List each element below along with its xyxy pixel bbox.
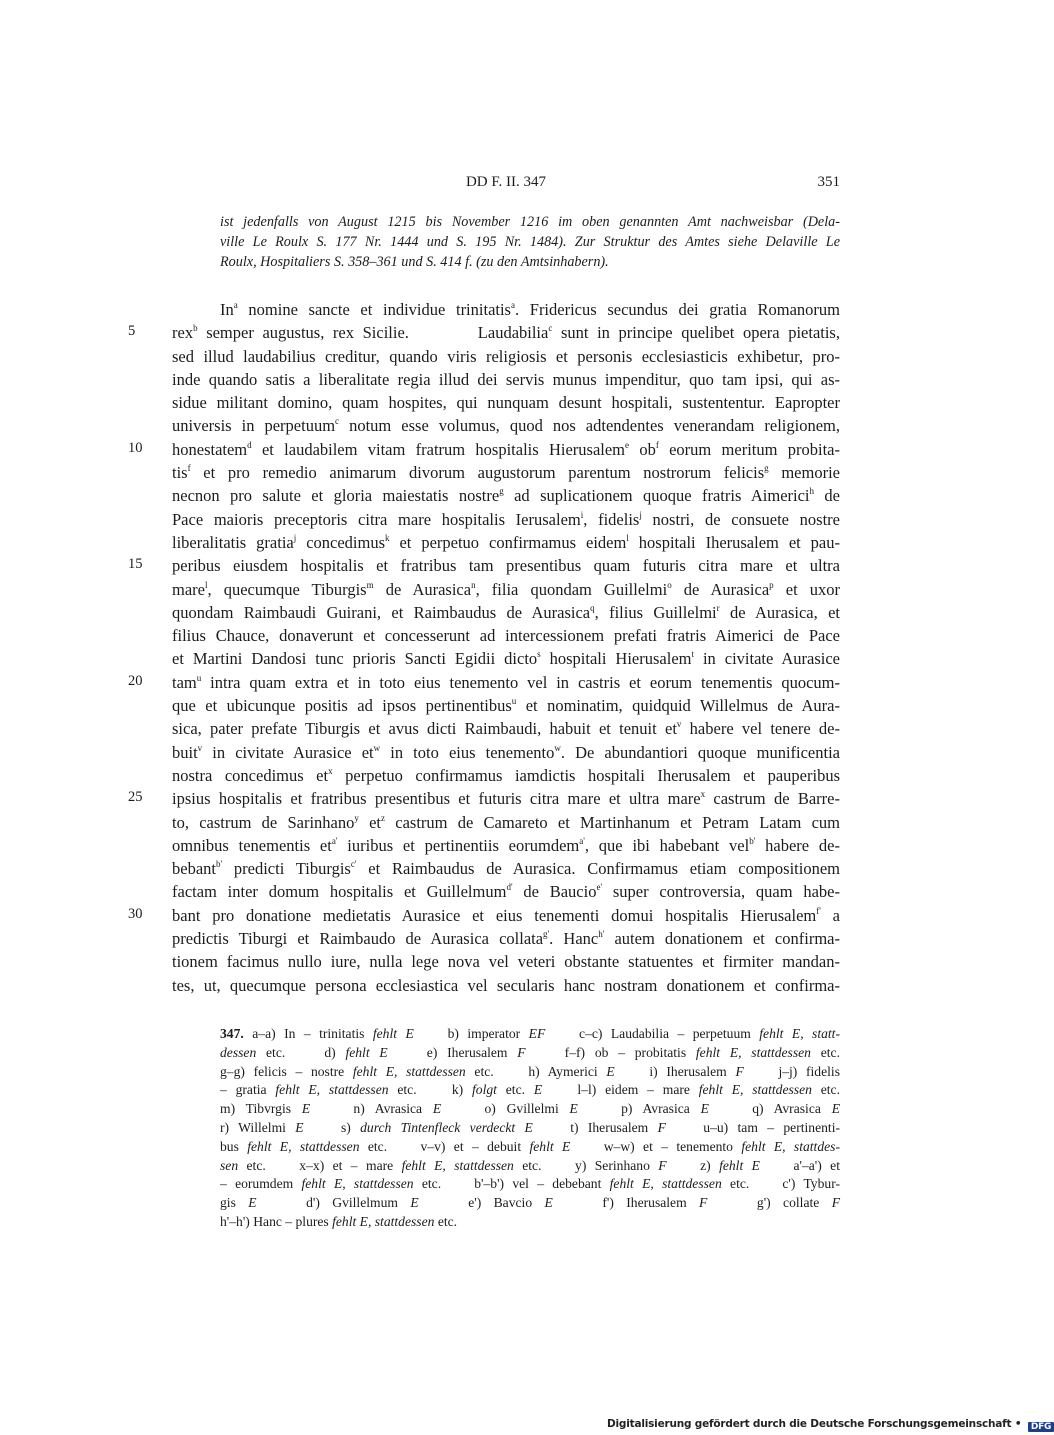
text-line: quondam Raimbaudi Guirani, et Raimbaudus de Aurasica$^q$, filius Guillelmi$^r$ de Aurasica, et [172,602,840,622]
text-line: tam$^u$ intra quam extra et in toto eius tenemento vel in castris et eorum tenementis quocum- [172,672,840,692]
line-number: 20 [128,672,143,689]
text-line: Pace maioris preceptoris citra mare hospitalis Ierusalem$^i$, fidelis$^j$ nostri, de consuete nostre [172,509,840,529]
preliminary-note [220,212,840,272]
text-line: tes, ut, quecumque persona ecclesiastica vel secularis hanc nostram donationem et confirma- [172,975,840,995]
text-line: In$^a$ nomine sancte et individue trinitatis$^a$. Fridericus secundus dei gratia Romanorum [220,300,840,319]
text-line: sed illud laudabilius creditur, quando viris religiosis et personis ecclesiasticis exhibetur, pro- [172,346,840,366]
line-number: 15 [128,556,143,573]
footnote-line: dessen etc. d) fehlt E e) Iherusalem F f–f) ob – probitatis fehlt E, stattdessen etc. [220,1044,840,1060]
text-line: bant pro donatione medietatis Aurasice et eius tenementi domui hospitalis Hierusalem$^{f'}$ a [172,905,841,925]
text-line: necnon pro salute et gloria maiestatis nostre$^g$ ad suplicationem quoque fratris Aimerici$^h$ de [172,486,840,506]
text-line: bebant$^{b'}$ predicti Tiburgis$^{c'}$ et Raimbaudus de Aurasica. Confirmamus etiam compositionem [172,859,840,879]
footnote-line: – gratia fehlt E, stattdessen etc. k) folgt etc. E l–l) eidem – mare fehlt E, stattdessen etc. [220,1082,840,1098]
text-line: inde quando satis a liberalitate regia illud dei servis munus impenditur, quo tam ipsi, qui as- [172,369,840,389]
text-line: factam inter domum hospitalis et Guillelmum$^{d'}$ de Baucio$^{e'}$ super controversia, quam habe- [172,882,840,902]
text-line: universis in perpetuum$^c$ notum esse volumus, quod nos adtendentes venerandam religionem, [172,416,840,436]
text-line: to, castrum de Sarinhano$^y$ $et^z$ castrum de Camareto et Martinhanum et Petram Latam cum [172,812,840,832]
text-line: peribus eiusdem hospitalis et fratribus tam presentibus quam futuris citra mare et ultra [172,556,840,576]
footnote-line: r) Willelmi E s) durch Tintenfleck verdeckt E t) Iherusalem F u–u) tam – pertinenti- [220,1119,841,1135]
credit-separator: • [1014,1418,1022,1430]
text-line: honestatem$^d$ et laudabilem vitam fratrum hospitalis Hierusalem$^e$ $ob^f$ eorum meritum probita- [172,439,840,459]
running-header [172,174,840,196]
text-line: liberalitatis gratia$^j$ concedimus$^k$ et perpetuo confirmamus eidem$^l$ hospitali Iherusalem et pau- [172,532,840,552]
document-title: DD F. II. 347 [465,174,547,190]
footnote-line: sen etc. x–x) et – mare fehlt E, stattdessen etc. y) Serinhano F z) fehlt E a'–a') et [220,1157,840,1173]
text-line: sidue militant domino, quam hospites, qui nunquam desunt hospitali, sustententur. Eapropter [172,393,840,413]
funding-credit [607,1418,1054,1432]
text-line: et Martini Dandosi tunc prioris Sancti Egidii dicto$^s$ hospitali Hierusalem$^t$ in civitate Aurasice [172,649,840,669]
footnote-line: g–g) felicis – nostre fehlt E, stattdessen etc. h) Aymerici E i) Iherusalem F j–j) fidelis [220,1063,840,1079]
footnote-line: gis E d') Gvillelmum E e') Bavcio E f') Iherusalem F g') collate F [220,1195,840,1211]
footnote-line: m) Tibvrgis E n) Avrasica E o) Gvillelmi E p) Avrasica E q) Avrasica E [220,1101,841,1117]
text-line: rex$^b$ semper augustus, rex Sicilie. Laudabilia$^c$ sunt in principe quelibet opera pietatis, [172,323,840,343]
footnote-line: – eorumdem fehlt E, stattdessen etc. b'–b') vel – debebant fehlt E, stattdessen etc. c') Tybur- [220,1176,840,1192]
text-line: mare$^l$, quecumque Tiburgis$^m$ de Aurasica$^n$, filia quondam Guillelmi$^o$ de Aurasica$^p$ et uxor [172,579,840,599]
text-line: predictis Tiburgi et Raimbaudo de Aurasica collata$^{g'}$. Hanc$^{h'}$ autem donationem et confirma- [172,929,840,949]
note-line: ist jedenfalls von August 1215 bis November 1216 im oben genannten Amt nachweisbar (Dela- [220,214,840,230]
text-line: tis$^f$ et pro remedio animarum divorum augustorum parentum nostrorum felicis$^g$ memorie [172,463,840,483]
text-line: nostra concedimus $et^x$ perpetuo confirmamus iamdictis hospitali Iherusalem et pauperibus [172,765,840,785]
line-number: 30 [128,905,143,922]
text-line: omnibus tenementis $et^{a'}$ iuribus et pertinentiis eorumdem$^{a'}$, que ibi habebant vel$^{b'}$ habere de- [172,835,840,855]
text-line: filius Chauce, donaverunt et concesserunt ad intercessionem prefati fratris Aimerici de Pace [172,626,840,646]
footnote-line: h'–h') Hanc – plures fehlt E, stattdessen etc. [220,1213,458,1229]
footnote-line: 347. a–a) In – trinitatis fehlt E b) imperator EF c–c) Laudabilia – perpetuum fehlt E, statt- [220,1026,840,1041]
line-number: 5 [128,323,136,340]
page-number: 351 [817,174,840,190]
charter-text [172,298,840,997]
footnote-line: bus fehlt E, stattdessen etc. v–v) et – debuit fehlt E w–w) et – tenemento fehlt E, stattdes- [220,1138,840,1154]
text-line: sica, pater prefate Tiburgis et avus dicti Raimbaudi, habuit et tenuit $et^v$ habere vel tenere de- [172,719,840,739]
note-line: Roulx, Hospitaliers S. 358–361 und S. 414 f. (zu den Amtsinhabern). [220,254,609,270]
text-line: ipsius hospitalis et fratribus presentibus et futuris citra mare et ultra mare$^x$ castrum de Barre- [172,789,840,809]
text-line: que et ubicunque positis ad ipsos pertinentibus$^u$ et nominatim, quidquid Willelmus de Aura- [172,696,840,716]
line-number: 10 [128,439,143,456]
critical-apparatus [220,1025,840,1232]
line-number: 25 [128,789,143,806]
credit-text: Digitalisierung gefördert durch die Deutsche Forschungsgemeinschaft [607,1418,1012,1430]
text-line: buit$^v$ in civitate Aurasice $et^w$ in toto eius tenemento$^w$. De abundantiori quoque munificentia [172,742,840,762]
text-line: tionem facimus nullo iure, nulla lege nova vel veteri obstante statuentes et firmiter mandan- [172,952,840,972]
note-line: ville Le Roulx S. 177 Nr. 1444 und S. 195 Nr. 1484). Zur Struktur des Amtes siehe Delaville Le [220,234,840,250]
dfg-logo: DFG [1028,1422,1054,1432]
